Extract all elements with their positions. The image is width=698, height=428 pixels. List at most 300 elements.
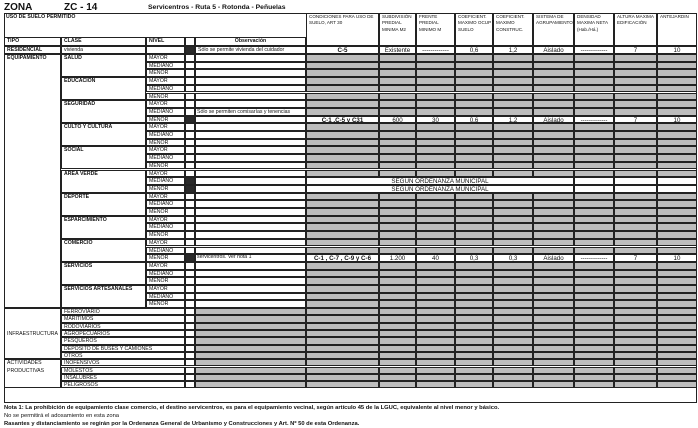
notes-block — [4, 404, 694, 428]
nivel-mediano: MEDIANO — [146, 247, 185, 255]
obs-residencial: Sólo se permite vivienda del cuidador — [195, 46, 306, 54]
infra-param-9 — [657, 352, 697, 359]
infra-param-5 — [493, 308, 533, 315]
equip-param-8 — [614, 200, 657, 208]
infra-param-1 — [306, 330, 379, 337]
obs-cell — [195, 146, 306, 154]
obs-cell — [195, 216, 306, 224]
infra-param-6 — [533, 330, 574, 337]
equip-param-4 — [455, 223, 493, 231]
equip-param-5 — [493, 223, 533, 231]
marker-cell — [185, 285, 195, 293]
equip-param-5 — [493, 77, 533, 85]
marker-cell — [185, 108, 195, 116]
equip-param-8 — [614, 193, 657, 201]
equip-param-8 — [614, 162, 657, 170]
actividad-param-5 — [493, 367, 533, 374]
equip-param-9 — [657, 123, 697, 131]
marker-cell — [185, 170, 195, 178]
infra-param-7 — [574, 345, 614, 352]
equip-param-1 — [306, 108, 379, 116]
nivel-mediano: MEDIANO — [146, 223, 185, 231]
comercio-value-7: ------------- — [574, 254, 614, 262]
equip-param-9 — [657, 293, 697, 301]
equip-param-1 — [306, 77, 379, 85]
equip-param-3 — [416, 231, 455, 239]
obs-cell — [195, 69, 306, 77]
equip-param-3 — [416, 223, 455, 231]
nivel-mediano: MEDIANO — [146, 270, 185, 278]
actividad-param-7 — [574, 374, 614, 381]
equip-param-7 — [574, 170, 614, 178]
equip-param-8 — [614, 146, 657, 154]
infra-param-8 — [614, 345, 657, 352]
equip-param-6 — [533, 69, 574, 77]
infra-param-2 — [379, 330, 416, 337]
equip-param-2 — [379, 285, 416, 293]
marker-cell — [185, 352, 195, 359]
actividad-param-9 — [657, 374, 697, 381]
infra-param-4 — [455, 337, 493, 344]
tipo-infraestructura: INFRAESTRUCTURA — [4, 308, 61, 359]
equip-param-1 — [306, 247, 379, 255]
equip-param-4 — [455, 262, 493, 270]
equip-param-6 — [533, 300, 574, 308]
clase-area-verde: AREA VERDE — [61, 170, 146, 193]
clase-comercio: COMERCIO — [61, 239, 146, 262]
residencial-value-1: C-5 — [306, 46, 379, 54]
nivel-menor: MENOR — [146, 93, 185, 101]
actividad-param-4 — [455, 367, 493, 374]
infra-param-8 — [614, 308, 657, 315]
marker-cell — [185, 85, 195, 93]
equip-param-7 — [574, 139, 614, 147]
equip-param-8 — [614, 285, 657, 293]
equip-param-3 — [416, 216, 455, 224]
infra-param-1 — [306, 315, 379, 322]
equip-param-4 — [455, 93, 493, 101]
equip-param-5 — [493, 62, 533, 70]
equip-param-5 — [493, 131, 533, 139]
equip-param-5 — [493, 100, 533, 108]
obs-cell — [195, 85, 306, 93]
infra-param-7 — [574, 337, 614, 344]
actividad-item: INOFENSIVOS — [61, 359, 185, 366]
equip-param-3 — [416, 170, 455, 178]
actividad-param-6 — [533, 359, 574, 366]
seguridad-value-4: 0,6 — [455, 116, 493, 124]
equip-param-3 — [416, 193, 455, 201]
marker-cell — [185, 345, 195, 352]
equip-param-1 — [306, 139, 379, 147]
equip-param-5 — [493, 123, 533, 131]
equip-param-2 — [379, 54, 416, 62]
actividad-param-2 — [379, 359, 416, 366]
infra-param-3 — [416, 315, 455, 322]
equip-param-5 — [493, 239, 533, 247]
infra-param-5 — [493, 337, 533, 344]
equip-param-1 — [306, 223, 379, 231]
equip-param-9 — [657, 100, 697, 108]
equip-param-6 — [533, 277, 574, 285]
nivel-menor: MENOR — [146, 185, 185, 193]
marker-cell — [185, 367, 195, 374]
comercio-value-6: Aislado — [533, 254, 574, 262]
nivel-mediano: MEDIANO — [146, 200, 185, 208]
infra-param-4 — [455, 315, 493, 322]
actividad-param-2 — [379, 374, 416, 381]
equip-param-6 — [533, 100, 574, 108]
obs-cell — [195, 262, 306, 270]
obs-cell — [195, 285, 306, 293]
obs-cell — [195, 381, 306, 388]
obs-cell — [195, 100, 306, 108]
equip-param-4 — [455, 139, 493, 147]
zona-code: ZC - 14 — [64, 2, 98, 13]
comercio-value-8: 7 — [614, 254, 657, 262]
equip-param-1 — [306, 293, 379, 301]
marker-cell — [185, 315, 195, 322]
col-param-header-4: COEFICIENT. MAXIMO OCUP SUELO — [455, 13, 493, 46]
marker-cell — [185, 200, 195, 208]
infra-param-1 — [306, 308, 379, 315]
equip-param-2 — [379, 93, 416, 101]
equip-param-2 — [379, 162, 416, 170]
equip-param-2 — [379, 300, 416, 308]
actividad-item: PELIGROSOS — [61, 381, 185, 388]
infra-item: PESQUEROS — [61, 337, 185, 344]
equip-param-4 — [455, 123, 493, 131]
equip-param-6 — [533, 208, 574, 216]
equip-param-8 — [614, 139, 657, 147]
equip-param-8 — [614, 100, 657, 108]
nivel-mediano: MEDIANO — [146, 85, 185, 93]
marker-cell — [185, 139, 195, 147]
obs-cell — [195, 193, 306, 201]
actividad-param-8 — [614, 359, 657, 366]
equip-param-5 — [493, 108, 533, 116]
equip-param-2 — [379, 154, 416, 162]
infra-param-4 — [455, 345, 493, 352]
comercio-value-3: 40 — [416, 254, 455, 262]
actividad-param-2 — [379, 367, 416, 374]
equip-param-9 — [657, 239, 697, 247]
actividad-param-8 — [614, 374, 657, 381]
equip-param-8 — [614, 85, 657, 93]
actividad-param-6 — [533, 381, 574, 388]
note-line: Nota 1: La prohibición de equipamiento clase comercio, el destino servicentros, es para el equipamiento vecinal, según artículo 45 de la LGUC, equivalente al nivel menor y básico. — [4, 405, 500, 411]
nivel-mediano: MEDIANO — [146, 108, 185, 116]
infra-param-3 — [416, 323, 455, 330]
comercio-value-2: 1.200 — [379, 254, 416, 262]
equip-param-7 — [574, 300, 614, 308]
equip-param-5 — [493, 170, 533, 178]
equip-param-6 — [533, 139, 574, 147]
obs-cell — [195, 177, 306, 185]
obs-comercio: servicentros. Ver nota 1 — [197, 254, 252, 261]
equip-param-7 — [574, 123, 614, 131]
infra-param-6 — [533, 315, 574, 322]
equip-param-9 — [657, 146, 697, 154]
marker-cell — [185, 116, 195, 124]
seguridad-value-5: 1,2 — [493, 116, 533, 124]
actividad-param-7 — [574, 359, 614, 366]
equip-param-2 — [379, 62, 416, 70]
nivel-mayor: MAYOR — [146, 193, 185, 201]
equip-param-8 — [614, 69, 657, 77]
equip-param-4 — [455, 85, 493, 93]
marker-cell — [185, 208, 195, 216]
infra-param-2 — [379, 308, 416, 315]
infra-param-4 — [455, 352, 493, 359]
infra-param-8 — [614, 337, 657, 344]
actividad-param-3 — [416, 367, 455, 374]
equip-param-4 — [455, 277, 493, 285]
equip-param-1 — [306, 154, 379, 162]
marker-cell — [185, 216, 195, 224]
obs-cell — [195, 300, 306, 308]
equip-param-7 — [574, 200, 614, 208]
equip-param-4 — [455, 170, 493, 178]
obs-cell — [195, 93, 306, 101]
residencial-value-4: 0,6 — [455, 46, 493, 54]
marker-cell — [185, 93, 195, 101]
equip-param-3 — [416, 247, 455, 255]
equip-param-7 — [574, 262, 614, 270]
equip-param-7 — [574, 216, 614, 224]
nivel-mediano: MEDIANO — [146, 131, 185, 139]
zona-label: ZONA — [4, 2, 33, 13]
equip-param-5 — [493, 93, 533, 101]
uso-suelo-title: USO DE SUELO PERMITIDO — [6, 14, 76, 20]
actividad-param-6 — [533, 367, 574, 374]
equip-param-9 — [657, 300, 697, 308]
equip-param-6 — [533, 54, 574, 62]
equip-param-8 — [614, 93, 657, 101]
comercio-value-1: C-1 , C-7 , C-9 y C-6 — [306, 254, 379, 262]
nivel-mayor: MAYOR — [146, 77, 185, 85]
equip-param-4 — [455, 247, 493, 255]
seguridad-value-1: C-1 ,C-5 y C31 — [306, 116, 379, 124]
col-clase-header: CLASE — [61, 37, 146, 46]
equip-param-3 — [416, 285, 455, 293]
nivel-menor: MENOR — [146, 231, 185, 239]
equip-param-9 — [657, 62, 697, 70]
seguridad-value-6: Aislado — [533, 116, 574, 124]
equip-param-1 — [306, 216, 379, 224]
equip-param-6 — [533, 262, 574, 270]
equip-param-6 — [533, 131, 574, 139]
obs-cell — [195, 154, 306, 162]
actividad-param-4 — [455, 359, 493, 366]
infra-param-4 — [455, 330, 493, 337]
equip-param-1 — [306, 200, 379, 208]
equip-param-6 — [533, 170, 574, 178]
nivel-menor: MENOR — [146, 69, 185, 77]
equip-param-6 — [533, 247, 574, 255]
equip-param-4 — [455, 239, 493, 247]
obs-cell — [195, 62, 306, 70]
residencial-value-7: ------------- — [574, 46, 614, 54]
equip-param-9 — [657, 170, 697, 178]
equip-param-5 — [493, 139, 533, 147]
equip-param-8 — [614, 300, 657, 308]
equip-param-3 — [416, 162, 455, 170]
equip-param-2 — [379, 223, 416, 231]
equip-param-1 — [306, 62, 379, 70]
equip-param-7 — [574, 77, 614, 85]
equip-param-5 — [493, 85, 533, 93]
infra-param-4 — [455, 323, 493, 330]
equip-param-4 — [455, 162, 493, 170]
col-param-header-6: SISTEMA DE AGRUPAMIENTO — [533, 13, 574, 46]
equip-param-5 — [493, 146, 533, 154]
obs-cell — [195, 352, 306, 359]
nivel-menor: MENOR — [146, 162, 185, 170]
equip-param-7 — [574, 93, 614, 101]
equip-param-2 — [379, 247, 416, 255]
tipo-equipamiento: EQUIPAMIENTO — [4, 54, 61, 308]
equip-param-8 — [614, 270, 657, 278]
equip-param-5 — [493, 162, 533, 170]
marker-cell — [185, 308, 195, 315]
equip-param-7 — [574, 146, 614, 154]
equip-param-9 — [657, 54, 697, 62]
nivel-menor: MENOR — [146, 254, 185, 262]
equip-param-2 — [379, 123, 416, 131]
equip-param-8 — [614, 123, 657, 131]
marker-cell — [185, 323, 195, 330]
equip-param-7 — [574, 69, 614, 77]
equip-param-1 — [306, 208, 379, 216]
actividad-param-8 — [614, 381, 657, 388]
equip-param-2 — [379, 139, 416, 147]
equip-param-7 — [574, 293, 614, 301]
actividad-param-8 — [614, 367, 657, 374]
actividad-param-7 — [574, 367, 614, 374]
comercio-value-4: 0,3 — [455, 254, 493, 262]
infra-param-6 — [533, 308, 574, 315]
marker-cell — [185, 54, 195, 62]
equip-param-6 — [533, 193, 574, 201]
equip-param-3 — [416, 100, 455, 108]
equip-param-2 — [379, 77, 416, 85]
obs-cell — [195, 162, 306, 170]
marker-cell — [185, 77, 195, 85]
seguridad-value-2: 600 — [379, 116, 416, 124]
equip-param-4 — [455, 62, 493, 70]
marker-cell — [185, 223, 195, 231]
infra-param-2 — [379, 323, 416, 330]
equip-param-2 — [379, 146, 416, 154]
equip-param-7 — [574, 131, 614, 139]
equip-param-3 — [416, 277, 455, 285]
equip-param-6 — [533, 223, 574, 231]
equip-param-5 — [493, 154, 533, 162]
seguridad-value-8: 7 — [614, 116, 657, 124]
clase-culto-y-cultura: CULTO Y CULTURA — [61, 123, 146, 146]
equip-param-9 — [657, 139, 697, 147]
infra-param-5 — [493, 315, 533, 322]
nivel-mayor: MAYOR — [146, 216, 185, 224]
equip-param-5 — [493, 200, 533, 208]
actividad-param-9 — [657, 359, 697, 366]
nivel-menor: MENOR — [146, 300, 185, 308]
equip-param-1 — [306, 277, 379, 285]
clase-vivienda: vivienda — [61, 46, 146, 54]
area-verde-param-7 — [574, 185, 614, 193]
infra-param-8 — [614, 352, 657, 359]
marker-cell — [185, 330, 195, 337]
col-param-header-5: COEFICIENT. MAXIMO CONSTRUC. — [493, 13, 533, 46]
equip-param-9 — [657, 131, 697, 139]
obs-cell — [195, 208, 306, 216]
nivel-menor: MENOR — [146, 208, 185, 216]
infra-param-4 — [455, 308, 493, 315]
equip-param-4 — [455, 216, 493, 224]
equip-param-8 — [614, 277, 657, 285]
infra-param-3 — [416, 352, 455, 359]
equip-param-6 — [533, 108, 574, 116]
equip-param-7 — [574, 54, 614, 62]
equip-param-5 — [493, 231, 533, 239]
actividad-param-1 — [306, 374, 379, 381]
infra-param-1 — [306, 323, 379, 330]
marker-cell — [185, 359, 195, 366]
equip-param-6 — [533, 162, 574, 170]
equip-param-2 — [379, 200, 416, 208]
equip-param-5 — [493, 193, 533, 201]
obs-cell — [195, 77, 306, 85]
col-nivel-header: NIVEL — [146, 37, 185, 46]
equip-param-4 — [455, 231, 493, 239]
infra-param-7 — [574, 352, 614, 359]
marker-cell — [185, 123, 195, 131]
area-verde-param-8 — [614, 185, 657, 193]
clase-servicios-artesanales: SERVICIOS ARTESANALES — [61, 285, 146, 308]
area-verde-param-9 — [657, 177, 697, 185]
infra-item: DEPOSITO DE BUSES Y CAMIONES — [61, 345, 185, 352]
nivel-mayor: MAYOR — [146, 170, 185, 178]
obs-cell — [195, 374, 306, 381]
equip-param-2 — [379, 293, 416, 301]
marker-cell — [185, 247, 195, 255]
marker-cell — [185, 193, 195, 201]
actividad-param-1 — [306, 367, 379, 374]
equip-param-6 — [533, 154, 574, 162]
area-verde-param-8 — [614, 177, 657, 185]
equip-param-3 — [416, 77, 455, 85]
obs-cell — [195, 231, 306, 239]
equip-param-7 — [574, 285, 614, 293]
obs-cell — [195, 345, 306, 352]
equip-param-9 — [657, 223, 697, 231]
infra-param-5 — [493, 323, 533, 330]
equip-param-9 — [657, 285, 697, 293]
equip-param-7 — [574, 270, 614, 278]
obs-cell — [195, 247, 306, 255]
equip-param-8 — [614, 208, 657, 216]
equip-param-2 — [379, 270, 416, 278]
equip-param-3 — [416, 146, 455, 154]
marker-cell — [185, 239, 195, 247]
infra-param-6 — [533, 352, 574, 359]
marker-cell — [185, 177, 195, 185]
infra-param-7 — [574, 315, 614, 322]
equip-param-2 — [379, 69, 416, 77]
equip-param-4 — [455, 54, 493, 62]
infra-param-1 — [306, 345, 379, 352]
